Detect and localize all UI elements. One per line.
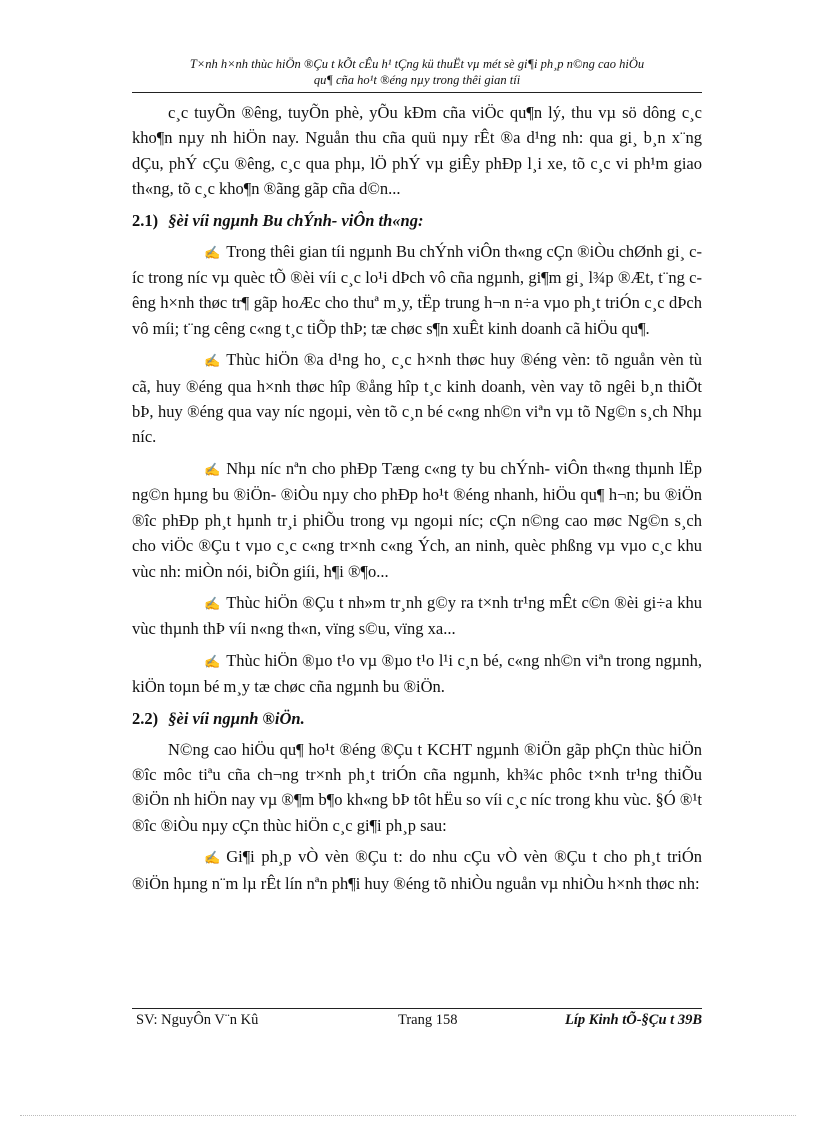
pen-bullet-icon: ✍ — [204, 850, 221, 866]
bullet-text: Thùc hiÖn ®Çu t nh»m tr¸nh g©y ra t×nh tr¹ng mÊt c©n ®èi gi÷a khu vùc thµnh thÞ víi n«ng th«n, vïng s©u, vïng xa... — [132, 592, 702, 639]
paragraph-intro: c¸c tuyÕn ®êng, tuyÕn phè, yÕu kÐm cña viÖc qu¶n lý, thu vµ sö dông c¸c kho¶n nµy nh hiÖn nay. Nguån thu cña quü nµy rÊt ®a d¹ng nh: qua gi¸ b¸n x¨ng dÇu, phÝ cÇu ®êng, c¸c qua phµ, lÖ phÝ vµ giÊy phÐp l¸i xe, tõ c¸c vi ph¹m giao th«ng, tõ c¸c kho¶n ®ãng gãp cña d©n... — [132, 103, 702, 199]
paragraph-power-intro: N©ng cao hiÖu qu¶ ho¹t ®éng ®Çu t KCHT ngµnh ®iÖn gãp phÇn thùc hiÖn ®îc môc tiªu cña ch¬ng tr×nh ph¸t triÓn cña ngµnh, kh¾c phôc t×nh tr¹ng thiÕu ®iÖn nh hiÖn nay vµ ®¶m b¶o kh«ng bÞ tôt hËu so víi c¸c níc trong khu vùc. §Ó ®¹t ®îc ®iÒu nµy cÇn thùc hiÖn c¸c gi¶i ph¸p sau: — [132, 739, 702, 835]
footer-divider — [132, 1008, 702, 1009]
bullet-text: Trong thêi gian tíi ngµnh Bu chÝnh viÔn th«ng cÇn ®iÒu chØnh gi¸ cíc trong níc vµ quèc tÕ ®èi víi c¸c lo¹i dÞch vô cña ngµnh, gi¶m gi¸ l¾p ®Æt, t¨ng cêng h×nh thøc tr¶ gãp hoÆc cho thuª m¸y, tËp trung h¬n n÷a vµo ph¸t triÓn c¸c dÞch vô míi; t¨ng cêng c«ng t¸c tiÕp thÞ; tæ chøc s¶n xuÊt kinh doanh cã hiÖu qu¶. — [132, 241, 702, 338]
section-number: 2.1) — [132, 210, 159, 230]
page-edge-divider — [20, 1115, 796, 1116]
paragraph-bullet-1 — [132, 239, 702, 342]
page-body — [132, 100, 702, 902]
pen-bullet-icon: ✍ — [204, 653, 221, 669]
pen-bullet-icon: ✍ — [204, 353, 221, 369]
bullet-text: Nhµ níc nªn cho phÐp Tæng c«ng ty bu chÝnh- viÔn th«ng thµnh lËp ng©n hµng bu ®iÖn- ®iÒu nµy cho phÐp ho¹t ®éng nhanh, hiÖu qu¶ h¬n; bu ®iÖn ®îc phÐp ph¸t hµnh tr¸i phiÕu trong vµ ngoµi níc; cÇn n©ng cao møc Ng©n s¸ch cho viÖc ®Çu t vµo c¸c c«ng tr×nh c«ng Ých, an ninh, quèc phßng vµ vµo c¸c khu vùc nh: miÒn nói, biÕn giíi, h¶i ®¶o... — [132, 458, 702, 581]
header-line-1: T×nh h×nh thùc hiÖn ®Çu t kÕt cÊu h¹ tÇng kü thuËt vµ mét sè gi¶i ph¸p n©ng cao hiÖu — [189, 57, 645, 71]
pen-bullet-icon: ✍ — [204, 595, 221, 611]
section-heading-2-1 — [132, 208, 702, 233]
paragraph-bullet-3 — [132, 456, 702, 584]
paragraph-bullet-5 — [132, 648, 702, 700]
running-header — [132, 56, 702, 88]
paragraph-bullet-4 — [132, 590, 702, 642]
bullet-text: Thùc hiÖn ®a d¹ng ho¸ c¸c h×nh thøc huy ®éng vèn: tõ nguån vèn tù cã, huy ®éng qua h×nh thøc hîp ®ång hîp t¸c kinh doanh, vèn vay tõ ngêi b¸n thiÕt bÞ, huy ®éng qua vay níc ngoµi, vèn tõ c¸n bé c«ng nh©n viªn vµ tõ Ng©n s¸ch Nhµ níc. — [132, 350, 702, 447]
pen-bullet-icon: ✍ — [204, 244, 221, 260]
header-line-2: qu¶ cña ho¹t ®éng nµy trong thêi gian tíi — [313, 73, 521, 87]
footer-page-number: Trang 158 — [398, 1012, 458, 1028]
running-footer — [132, 1012, 702, 1034]
section-title: §èi víi ngµnh ®iÖn. — [168, 708, 305, 728]
footer-student: SV: NguyÔn V¨n Kû — [136, 1012, 259, 1028]
section-number: 2.2) — [132, 708, 159, 728]
paragraph-bullet-2 — [132, 347, 702, 450]
footer-class: Líp Kinh tÕ-§Çu t 39B — [565, 1012, 702, 1028]
header-divider — [132, 92, 702, 93]
paragraph-bullet-6 — [132, 844, 702, 896]
pen-bullet-icon: ✍ — [204, 461, 221, 477]
bullet-text: Gi¶i ph¸p vÒ vèn ®Çu t: do nhu cÇu vÒ vèn ®Çu t cho ph¸t triÓn ®iÖn hµng n¨m lµ rÊt lín nªn ph¶i huy ®éng tõ nhiÒu nguån vµ nhiÒu h×nh thøc nh: — [132, 847, 702, 893]
bullet-text: Thùc hiÖn ®µo t¹o vµ ®µo t¹o l¹i c¸n bé, c«ng nh©n viªn trong ngµnh, kiÖn toµn bé m¸y tæ chøc cña ngµnh bu ®iÖn. — [132, 650, 702, 697]
section-heading-2-2 — [132, 706, 702, 731]
section-title: §èi víi ngµnh Bu chÝnh- viÔn th«ng: — [168, 210, 424, 230]
